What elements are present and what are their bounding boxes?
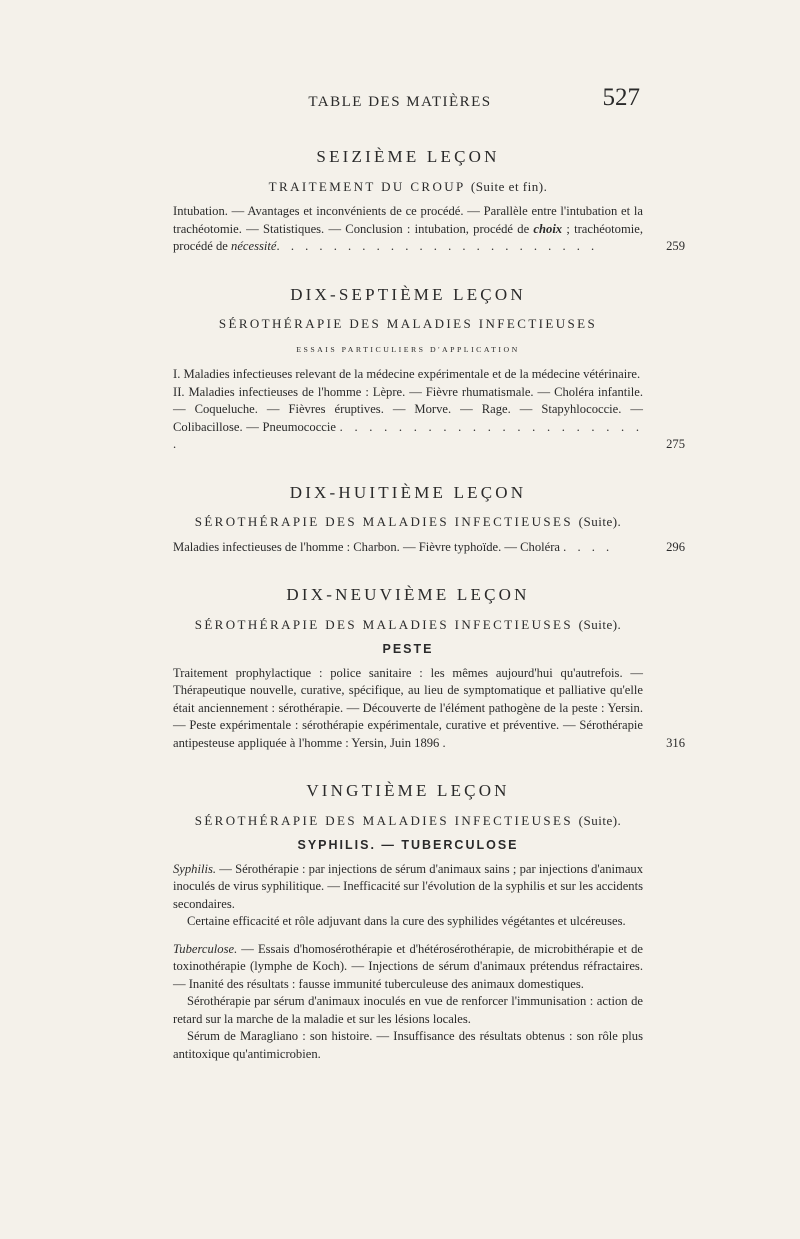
lecon-title: VINGTIÈME LEÇON [306, 781, 510, 800]
subsection-title: ESSAIS PARTICULIERS D'APPLICATION [296, 344, 520, 354]
leader-dots: . . . . . . . . . . . . . . . . . . . . . . . [276, 239, 599, 253]
toc-entry [173, 203, 685, 256]
section-text: SÉROTHÉRAPIE DES MALADIES INFECTIEUSES [194, 514, 573, 529]
section-suffix: (Suite et fin). [470, 178, 548, 194]
toc-entry [173, 384, 685, 454]
toc-entry [173, 665, 685, 753]
lecon-title: DIX-NEUVIÈME LEÇON [286, 585, 530, 604]
toc-entry [173, 539, 685, 557]
running-head [0, 80, 800, 110]
toc-entry: Sérothérapie par sérum d'animaux inoculés en vue de renforcer l'immunisation : action de retard sur la marche de la maladie et sur les lésions locales. [173, 994, 643, 1026]
page-number: 527 [602, 84, 640, 111]
section-suffix: (Suite). [578, 616, 622, 632]
toc-entry: Sérum de Maragliano : son histoire. — Insuffisance des résultats obtenus : son rôle plus antitoxique qu'antimicrobien. [173, 1029, 643, 1061]
lecon-16 [173, 147, 685, 256]
section-title [173, 616, 643, 634]
entry-page-number: 259 [666, 239, 685, 253]
section-suffix: (Suite). [578, 812, 622, 828]
running-head-title: TABLE DES MATIÈRES [308, 94, 492, 110]
entry-text: ; trachéotomie, procédé de [173, 221, 643, 253]
entry-lead: Tuberculose. [173, 941, 238, 956]
entry-text: Maladies infectieuses de l'homme : Charbon. — Fièvre typhoïde. — Choléra [173, 539, 560, 554]
section-text: SÉROTHÉRAPIE DES MALADIES INFECTIEUSES [194, 616, 573, 632]
entry-emphasis: choix [533, 221, 563, 236]
topic-heading: SYPHILIS. — TUBERCULOSE [297, 838, 519, 852]
lecon-18 [173, 482, 685, 557]
entry-lead: Syphilis. [173, 861, 217, 876]
section-text: SÉROTHÉRAPIE DES MALADIES INFECTIEUSES [194, 812, 573, 828]
section-text: TRAITEMENT DU CROUP [268, 178, 466, 194]
leader-dots: . . . . . . . . . . . . . . . . . . . . . . [173, 419, 643, 451]
section-title: SÉROTHÉRAPIE DES MALADIES INFECTIEUSES [218, 316, 598, 331]
topic-heading: PESTE [382, 642, 434, 656]
entry-emphasis: nécessité [231, 239, 277, 253]
toc-entry [173, 861, 643, 914]
entry-page-number: 296 [666, 539, 685, 554]
entry-text: — Sérothérapie : par injections de sérum d'animaux sains ; par injections d'animaux inoculés de virus syphilitique. — Inefficacité sur l'évolution de la syphilis et sur les accidents secondaires. [173, 861, 643, 911]
leader-dots: . . . . [563, 539, 614, 554]
toc-entry: I. Maladies infectieuses relevant de la médecine expérimentale et de la médecine vétérinaire. [173, 367, 641, 381]
section-title [173, 513, 643, 531]
lecon-title: DIX-SEPTIÈME LEÇON [290, 284, 526, 304]
toc-entry [173, 941, 643, 994]
toc-content [173, 147, 685, 1063]
lecon-title: DIX-HUITIÈME LEÇON [289, 482, 527, 502]
toc-entry: Certaine efficacité et rôle adjuvant dans la cure des syphilides végétantes et ulcéreuses. [187, 914, 626, 928]
entry-text: — Essais d'homosérothérapie et d'hétérosérothérapie, de microbithérapie et de toxinothérapie (lymphe de Koch). — Injections de sérum d'animaux prétendus réfractaires. — Inanité des résultats : fausse immunité tuberculeuse des animaux domestiques. [173, 941, 643, 991]
entry-page-number: 275 [666, 437, 685, 451]
lecon-19 [173, 585, 685, 752]
entry-text: Traitement prophylactique : police sanitaire : les mêmes aujourd'hui qu'autrefois. — Thérapeutique nouvelle, curative, spécifique, au lieu de symptomatique et palliative qu'elle était anciennement : sérothérapie. — Découverte de l'élément pathogène de la peste : Yersin. — Peste expérimentale : sérothérapie expérimentale, curative et préventive. — Sérothérapie antipesteuse appliquée à l'homme : Yersin, Juin 1896 . [173, 665, 643, 750]
lecon-17 [173, 284, 685, 454]
entry-text: II. Maladies infectieuses de l'homme : Lèpre. — Fièvre rhumatismale. — Choléra infantile. — Coqueluche. — Fièvres éruptives. — Morve. — Rage. — Stapyhlococcie. — Colibacillose. — Pneumococcie [173, 384, 643, 434]
section-title [173, 812, 643, 830]
lecon-title: SEIZIÈME LEÇON [316, 147, 500, 166]
entry-text: Intubation. — Avantages et inconvénients de ce procédé. — Parallèle entre l'intubation et la trachéotomie. — Statistiques. — Conclusion : intubation, procédé de [173, 204, 643, 236]
section-suffix: (Suite). [578, 514, 622, 529]
section-title [173, 178, 643, 196]
entry-page-number: 316 [666, 735, 685, 750]
lecon-20 [173, 782, 643, 1063]
